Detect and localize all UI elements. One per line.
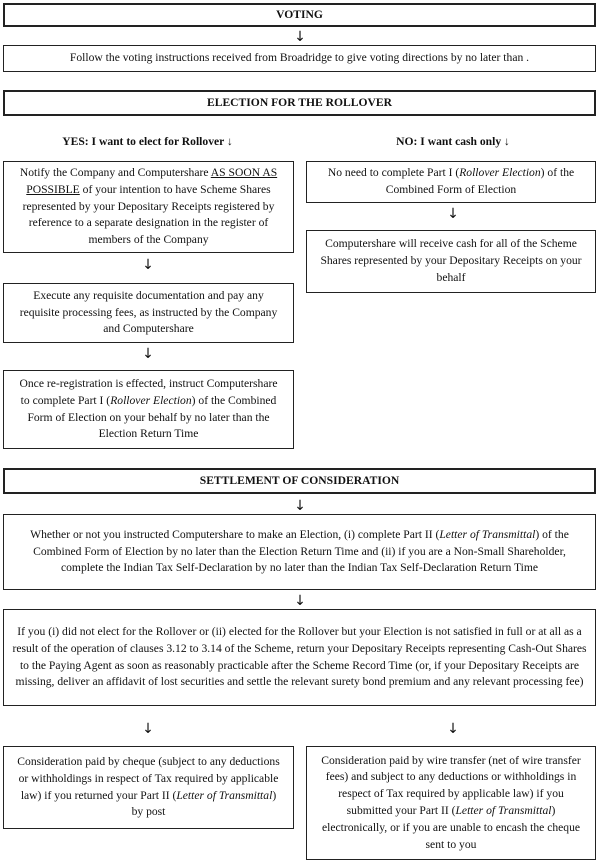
wire-text-post: ) electronically, or if you are unable to encash the cheque sent to you (321, 804, 581, 851)
arrow-down-icon: ↓ (294, 29, 306, 45)
cheque-text-pre: Consideration paid by cheque (subject to any deductions or withholdings in respect of Tax required by applicable law) if you returned your Part II ( (17, 754, 280, 802)
rollover-title: ELECTION FOR THE ROLLOVER (206, 95, 392, 109)
rollover-header (3, 90, 596, 116)
arrow-down-icon: ↓ (447, 206, 459, 222)
settlement-header (3, 468, 596, 494)
settlement-title: SETTLEMENT OF CONSIDERATION (199, 473, 400, 487)
wire-text-pre: Consideration paid by wire transfer (net of wire transfer fees) and subject to any deductions or withholdings in respect of Tax required by applicable law) if you submitted your Part II ( (321, 753, 581, 817)
voting-title: VOTING (276, 7, 323, 21)
cheque-text-post: ) by post (131, 788, 277, 819)
voting-instruction-box (3, 45, 596, 72)
settlement-step-complete-forms (3, 514, 596, 590)
settlement-step1-text-italic: Letter of Transmittal (439, 527, 536, 541)
arrow-down-icon: ↓ (142, 346, 154, 362)
arrow-down-icon: ↓ (142, 721, 154, 737)
yes-step-documentation (3, 283, 294, 343)
yes-column-heading: YES: I want to elect for Rollover ↓ (62, 135, 233, 148)
no-step-receive-cash (306, 230, 596, 293)
arrow-down-icon: ↓ (447, 721, 459, 737)
yes-step1-text-underlined: AS SOON AS POSSIBLE (26, 166, 278, 196)
yes-step-instruct (3, 370, 294, 449)
yes-step1-text-post: of your intention to have Scheme Shares represented by your Depositary Receipts registered by reference to a separate designation in the register of members of the Company (22, 182, 275, 247)
arrow-down-icon: ↓ (142, 257, 154, 273)
yes-step3-text-italic: Rollover Election (110, 393, 192, 407)
arrow-down-icon: ↓ (294, 498, 306, 514)
yes-step1-text-pre: Notify the Company and Computershare (19, 166, 211, 180)
yes-step2-text: Execute any requisite documentation and pay any requisite processing fees, as instructed by the Company and Computershare (19, 288, 278, 336)
yes-step-notify (3, 161, 294, 253)
no-step1-text-post: ) of the Combined Form of Election (385, 166, 575, 196)
settlement-step-return-receipts (3, 609, 596, 706)
no-step2-text: Computershare will receive cash for all of the Scheme Shares represented by your Depositary Receipts on your behalf (320, 237, 582, 284)
wire-text-italic: Letter of Transmittal (455, 804, 552, 817)
no-step1-text-italic: Rollover Election (459, 166, 541, 180)
no-step1-text-pre: No need to complete Part I ( (327, 166, 460, 180)
yes-step3-text-post: ) of the Combined Form of Election on your behalf by no later than the Election Return Time (27, 393, 277, 441)
no-column-heading: NO: I want cash only ↓ (396, 135, 510, 148)
settlement-step2-text: If you (i) did not elect for the Rollover or (ii) elected for the Rollover but your Election is not satisfied in full or at all as a result of the operation of clauses 3.12 to 3.14 of the Scheme, return your Depositary Receipts representing Cash-Out Shares to the Paying Agent as soon as reasonably practicable after the Scheme Record Time (or, if your Depositary Receipts are missing, deliver an affidavit of lost securities and settle the relevant surety bond premium and any relevant processing fee) (12, 624, 587, 689)
cheque-text-italic: Letter of Transmittal (176, 788, 273, 802)
settlement-step1-text-post: ) of the Combined Form of Election by no later than the Election Return Time and (ii) if you are a Non-Small Shareholder, complete the Indian Tax Self-Declaration by no later than the Indian Tax Self-Declaration Return Time (33, 527, 569, 575)
yes-step3-text-pre: Once re-registration is effected, instruct Computershare to complete Part I ( (19, 376, 278, 407)
voting-instruction: Follow the voting instructions received from Broadridge to give voting directions by no later than . (69, 51, 530, 65)
settlement-wire-box (306, 746, 596, 860)
voting-header (3, 3, 596, 27)
no-step-no-need (306, 161, 596, 203)
settlement-step1-text-pre: Whether or not you instructed Computershare to make an Election, (i) complete Part II ( (30, 527, 440, 541)
arrow-down-icon: ↓ (294, 593, 306, 609)
settlement-cheque-box (3, 746, 294, 829)
